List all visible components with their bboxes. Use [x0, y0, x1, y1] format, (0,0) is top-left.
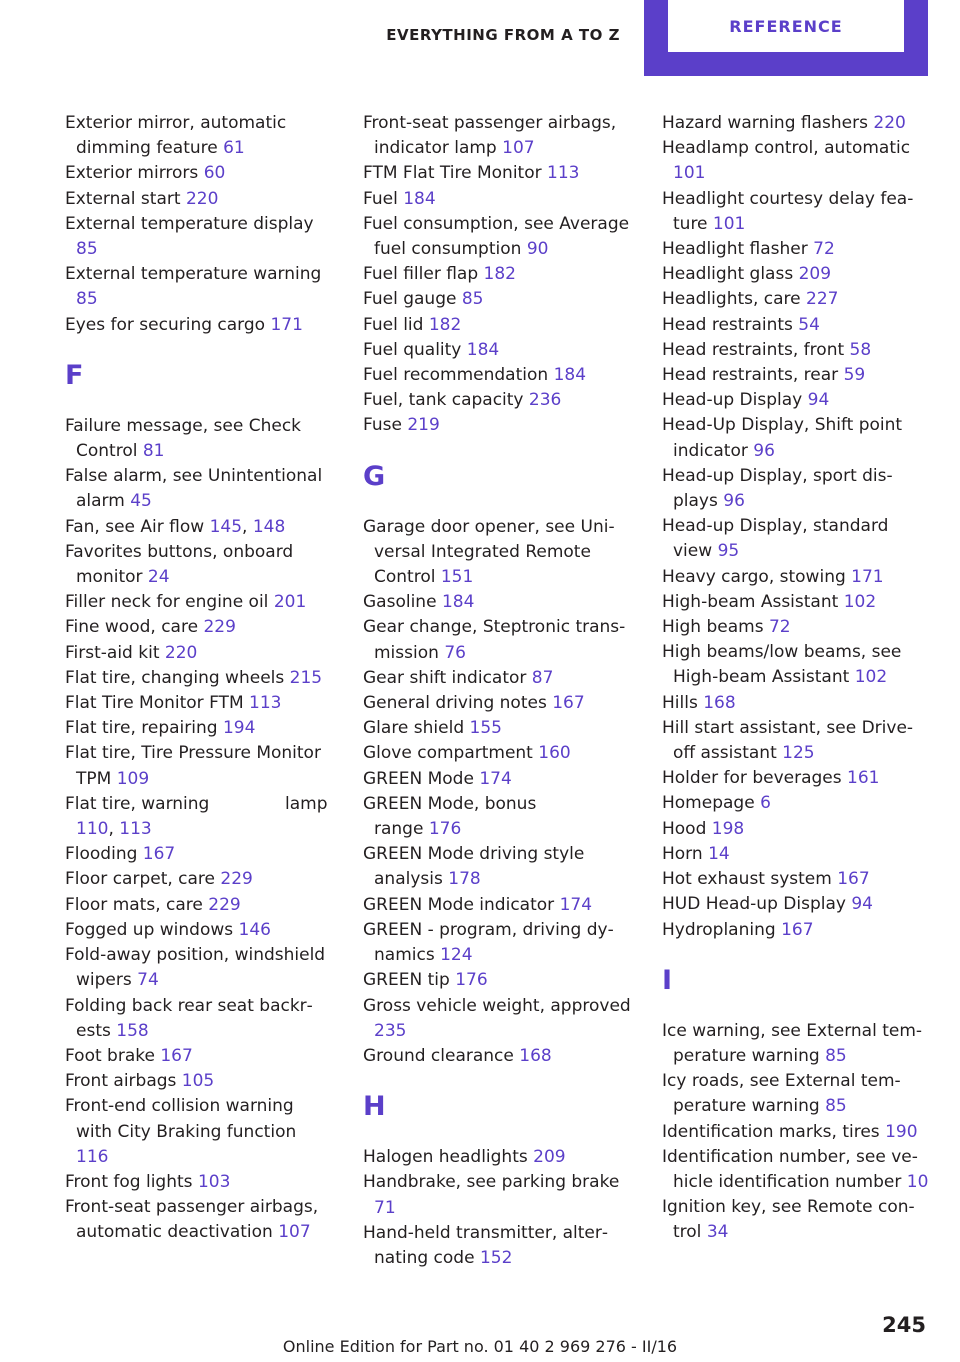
index-entry-term: Favorites buttons, onboard monitor: [65, 541, 294, 588]
index-entry-term: Flooding: [65, 844, 138, 865]
index-entry-term: Icy roads, see External temperature warning: [662, 1071, 901, 1117]
page-link[interactable]: 155: [469, 718, 502, 739]
page-link[interactable]: 198: [711, 818, 745, 839]
index-entry: [363, 363, 631, 388]
index-entry: [65, 842, 333, 867]
index-entry: [662, 766, 930, 791]
page-link[interactable]: 209: [533, 1147, 566, 1168]
index-entry: [662, 237, 930, 262]
page-link[interactable]: 194: [222, 718, 256, 739]
page-link[interactable]: 167: [781, 919, 814, 940]
index-entry: [65, 212, 333, 262]
index-entry: [65, 994, 333, 1044]
index-entry-term: GREEN Mode, bonus range: [363, 793, 602, 840]
index-entry-term: GREEN tip: [363, 970, 450, 991]
page-link[interactable]: 235: [374, 1020, 407, 1041]
index-letter-heading: I: [662, 964, 673, 996]
index-entry: [662, 1120, 930, 1145]
page-link[interactable]: 81: [142, 441, 165, 462]
index-entry-term: High-beam Assistant: [662, 591, 839, 612]
page-link[interactable]: 125: [782, 743, 815, 764]
index-entry: [662, 716, 930, 766]
index-entry-term: GREEN Mode driving style analysis: [363, 844, 585, 890]
index-entry-term: Hydroplaning: [662, 919, 776, 940]
index-entry: [65, 111, 333, 161]
index-entry-term: Floor carpet, care: [65, 869, 216, 890]
page-link[interactable]: 219: [407, 415, 440, 436]
page-link[interactable]: 96: [753, 440, 775, 461]
index-entry: [65, 943, 333, 993]
page-link[interactable]: 176: [428, 819, 462, 840]
index-entry-term: Fuel quality: [363, 339, 462, 360]
page-link[interactable]: 184: [403, 188, 436, 209]
index-entry: [363, 767, 631, 792]
page-link[interactable]: 14: [708, 843, 730, 864]
index-entry: [363, 666, 631, 691]
page-link[interactable]: 58: [849, 339, 872, 360]
index-entry-term: Flat tire, Tire Pressure Monitor TPM: [65, 743, 321, 789]
index-entry-term: FTM Flat Tire Monitor: [363, 163, 542, 184]
index-entry: [662, 615, 930, 640]
index-entry: [363, 994, 631, 1044]
page-link[interactable]: 145: [209, 516, 243, 537]
page-link[interactable]: 102: [843, 591, 877, 612]
page-link[interactable]: 6: [760, 793, 771, 814]
index-entry: [662, 413, 930, 463]
page-link[interactable]: 101: [673, 163, 706, 184]
index-entry-term: GREEN Mode: [363, 768, 474, 789]
index-entry: [662, 565, 930, 590]
page-link[interactable]: 24: [147, 567, 170, 588]
index-entry: [65, 615, 333, 640]
index-entry-term: Front fog lights: [65, 1171, 193, 1192]
page-link[interactable]: 90: [526, 239, 549, 260]
index-entry-term: Front-seat passenger airbags, indicator lamp: [363, 113, 617, 159]
index-entry-term: Front-seat passenger airbags, automatic deactivation: [65, 1197, 319, 1243]
page-link[interactable]: 182: [483, 264, 516, 285]
index-entry-term: Heavy cargo, stowing: [662, 566, 846, 587]
page-link[interactable]: 85: [825, 1096, 847, 1117]
page-link[interactable]: 220: [185, 188, 219, 209]
index-column-3: [662, 111, 930, 1246]
index-entry-term: Halogen headlights: [363, 1147, 528, 1168]
index-entry: [65, 893, 333, 918]
page-link[interactable]: 45: [130, 491, 152, 512]
index-entry: [363, 615, 631, 665]
page-link[interactable]: 85: [76, 289, 98, 310]
page-link[interactable]: 72: [768, 617, 791, 638]
page-link[interactable]: 168: [519, 1045, 552, 1066]
index-entry-term: Flat tire, changing wheels: [65, 667, 285, 688]
index-entry: [662, 313, 930, 338]
page-link[interactable]: 61: [223, 138, 245, 159]
page-link[interactable]: 146: [238, 919, 271, 940]
index-entry-term: Fine wood, care: [65, 617, 199, 638]
index-entry-term: Flat Tire Monitor FTM: [65, 693, 244, 714]
page-link[interactable]: 174: [479, 768, 512, 789]
index-entry-term: Hills: [662, 692, 698, 713]
index-entry-term: Fan, see Air flow: [65, 516, 205, 537]
index-entry-term: Headlight glass: [662, 264, 794, 285]
index-entry-term: External start: [65, 188, 181, 209]
index-entry: [662, 1069, 930, 1119]
page-link[interactable]: 201: [273, 592, 307, 613]
index-column-1: [65, 111, 333, 1246]
index-entry-term: Floor mats, care: [65, 894, 203, 915]
index-entry-term: Ice warning, see External temperature warning: [662, 1020, 923, 1066]
page-link[interactable]: 124: [440, 945, 473, 966]
page-link[interactable]: 167: [142, 844, 176, 865]
page-link[interactable]: 113: [119, 819, 152, 840]
page-link[interactable]: 171: [270, 314, 303, 335]
index-entry: [662, 691, 930, 716]
index-entry: [65, 741, 333, 791]
index-entry-term: Flat tire, warning lamp: [65, 793, 328, 814]
index-entry-term: Identification number, see vehicle identification number: [662, 1146, 918, 1192]
index-entry: [363, 287, 631, 312]
index-entry: [65, 187, 333, 212]
index-entry-term: Horn: [662, 843, 703, 864]
index-entry-term: Gear shift indicator: [363, 667, 527, 688]
index-entry-term: Eyes for securing cargo: [65, 314, 266, 335]
index-entry: [662, 136, 930, 186]
index-entry: [65, 313, 333, 338]
index-entry: [65, 1094, 333, 1170]
index-entry: [662, 514, 930, 564]
page-link[interactable]: 107: [278, 1222, 311, 1243]
index-letter-heading: F: [65, 359, 84, 391]
index-entry: [65, 590, 333, 615]
index-entry: [662, 338, 930, 363]
page-link[interactable]: 107: [502, 138, 535, 159]
page-link[interactable]: 220: [873, 113, 906, 133]
index-entry-term: Headlight courtesy delay feature: [662, 188, 914, 234]
index-entry: [65, 1170, 333, 1195]
index-entry: [662, 388, 930, 413]
index-entry: [662, 1195, 930, 1245]
page-link[interactable]: 171: [851, 566, 884, 587]
page-number: 245: [882, 1313, 926, 1337]
index-entry-term: Front-end collision warning with City Braking function: [65, 1096, 297, 1142]
page-link[interactable]: 184: [466, 339, 500, 360]
index-entry-term: Headlights, care: [662, 289, 801, 310]
page-link[interactable]: 85: [461, 289, 484, 310]
index-entry: [65, 641, 333, 666]
index-entry: [662, 892, 930, 917]
index-entry: [65, 716, 333, 741]
index-entry: [363, 691, 631, 716]
index-entry-term: Filler neck for engine oil: [65, 592, 269, 613]
index-entry-term: Hood: [662, 818, 707, 839]
index-entry: [662, 842, 930, 867]
index-entry: [363, 313, 631, 338]
index-entry-term: Fold-away position, windshield wipers: [65, 945, 326, 991]
page-link[interactable]: 105: [181, 1071, 215, 1092]
index-entry: [662, 262, 930, 287]
page-link[interactable]: 229: [203, 617, 236, 638]
index-entry: [662, 1145, 930, 1195]
index-entry: [65, 464, 333, 514]
reference-tab-label: REFERENCE: [729, 16, 843, 36]
page-link[interactable]: 54: [798, 314, 820, 335]
index-entry: [65, 161, 333, 186]
index-entry: [363, 187, 631, 212]
page-link[interactable]: 167: [837, 869, 870, 890]
index-entry: [363, 716, 631, 741]
page-link[interactable]: 168: [703, 692, 736, 713]
index-entry: [363, 792, 631, 842]
page-link[interactable]: 182: [428, 314, 462, 335]
page-link[interactable]: 229: [208, 894, 241, 915]
index-entry-term: Fuel lid: [363, 314, 424, 335]
index-entry: [363, 918, 631, 968]
page-link[interactable]: 227: [806, 289, 839, 310]
page-link[interactable]: 71: [374, 1197, 396, 1218]
page-link[interactable]: 103: [197, 1171, 231, 1192]
page-link[interactable]: 190: [885, 1121, 918, 1142]
index-entry-term: Identification marks, tires: [662, 1121, 880, 1142]
page-link[interactable]: 10: [906, 1171, 929, 1192]
page-link[interactable]: 96: [723, 491, 745, 512]
page-link[interactable]: 34: [706, 1222, 729, 1243]
footer-edition: Online Edition for Part no. 01 40 2 969 276 - II/16: [282, 1337, 678, 1356]
index-entry-term: HUD Head-up Display: [662, 894, 846, 915]
page-link[interactable]: 174: [559, 894, 593, 915]
index-entry-term: Headlight flasher: [662, 239, 808, 260]
index-entry-term: First-aid kit: [65, 642, 160, 663]
index-entry-term: Front airbags: [65, 1071, 177, 1092]
index-entry: [65, 540, 333, 590]
index-entry: [662, 791, 930, 816]
page-link[interactable]: 176: [455, 970, 488, 991]
index-entry: [662, 111, 930, 136]
page-link[interactable]: 167: [160, 1045, 193, 1066]
index-entry: [363, 1221, 631, 1271]
index-entry-term: Failure message, see Check Control: [65, 415, 302, 462]
index-entry: [363, 212, 631, 262]
index-entry-term: Head restraints, rear: [662, 365, 839, 386]
index-entry: [65, 918, 333, 943]
index-entry: [65, 867, 333, 892]
page-link[interactable]: 158: [116, 1020, 149, 1041]
index-entry-term: General driving notes: [363, 693, 547, 714]
page-link[interactable]: 94: [807, 390, 830, 411]
page-link[interactable]: 184: [553, 365, 587, 386]
index-entry: [363, 1170, 631, 1220]
page-link[interactable]: 59: [843, 365, 866, 386]
index-entry: [65, 666, 333, 691]
page-link[interactable]: 74: [137, 970, 159, 991]
index-entry-term: Head-up Display: [662, 390, 803, 411]
reference-tab[interactable]: [644, 0, 928, 76]
index-entry: [662, 590, 930, 615]
page-link[interactable]: 85: [825, 1045, 847, 1066]
page-link[interactable]: 209: [798, 264, 832, 285]
index-entry: [363, 111, 631, 161]
index-entry-term: Gross vehicle weight, approved: [363, 995, 631, 1016]
index-entry: Fan, see Air flow 145, 148: [65, 516, 286, 537]
index-entry: [662, 817, 930, 842]
index-entry-term: Head-up Display, standard view: [662, 516, 889, 562]
index-entry-term: Fogged up windows: [65, 919, 234, 940]
index-entry-term: External temperature warning: [65, 264, 322, 285]
index-entry: [662, 640, 930, 690]
page-link[interactable]: 60: [203, 163, 226, 184]
index-entry: [363, 413, 631, 438]
page-link[interactable]: 184: [441, 592, 475, 613]
index-letter-heading: H: [363, 1091, 386, 1123]
index-entry-term: Handbrake, see parking brake: [363, 1172, 620, 1193]
index-entry: [363, 842, 631, 892]
index-entry-term: False alarm, see Unintentional alarm: [65, 466, 323, 512]
index-entry: [662, 1019, 930, 1069]
index-entry: [65, 1069, 333, 1094]
index-entry-term: Glove compartment: [363, 743, 533, 764]
page-link[interactable]: 109: [116, 768, 150, 789]
index-entry-term: Fuel filler flap: [363, 264, 479, 285]
index-entry-term: Gear change, Steptronic transmission: [363, 617, 626, 663]
index-entry-term: Hot exhaust system: [662, 869, 832, 890]
page-link[interactable]: 102: [854, 667, 888, 688]
page-link[interactable]: 110: [76, 819, 109, 840]
index-entry: [662, 867, 930, 892]
index-entry-term: Headlamp control, automatic: [662, 138, 911, 159]
index-entry-term: Glare shield: [363, 718, 465, 739]
index-entry: [363, 1145, 631, 1170]
page-link[interactable]: 113: [547, 163, 580, 184]
index-entry-term: Holder for beverages: [662, 768, 842, 789]
index-entry-term: Exterior mirrors: [65, 163, 199, 184]
index-entry: [363, 741, 631, 766]
index-entry: [65, 691, 333, 716]
page-link[interactable]: 229: [220, 869, 253, 890]
index-entry: [65, 262, 333, 312]
index-entry-term: External temperature display: [65, 213, 314, 234]
index-entry-term: Folding back rear seat backrests: [65, 995, 313, 1041]
page-link[interactable]: 152: [479, 1247, 513, 1268]
index-entry: [363, 515, 631, 591]
index-entry: [662, 918, 930, 943]
page-link[interactable]: 178: [448, 869, 481, 890]
index-entry-term: Homepage: [662, 793, 755, 814]
index-entry-term: Flat tire, repairing: [65, 718, 218, 739]
index-entry-term: Head-up Display, sport displays: [662, 465, 893, 512]
index-entry: Flat tire, warning lamp 110, 113: [65, 793, 328, 840]
page-link[interactable]: 113: [249, 693, 282, 714]
page-link[interactable]: 72: [813, 239, 835, 260]
index-entry: [363, 338, 631, 363]
page-link[interactable]: 87: [531, 667, 554, 688]
page-link[interactable]: 236: [528, 390, 562, 411]
index-entry-term: Head restraints, front: [662, 339, 845, 360]
index-column-2: [363, 111, 631, 1271]
index-entry-term: High beams: [662, 617, 764, 638]
index-entry: [363, 388, 631, 413]
page-link[interactable]: 167: [552, 693, 585, 714]
page-link[interactable]: 151: [440, 567, 474, 588]
page-link[interactable]: 116: [76, 1146, 109, 1167]
index-entry: [363, 893, 631, 918]
index-entry-term: GREEN - program, driving dynamics: [363, 919, 614, 966]
index-entry: [662, 287, 930, 312]
index-entry-term: Fuel, tank capacity: [363, 390, 524, 411]
index-entry-term: Hand-held transmitter, alternating code: [363, 1222, 609, 1268]
index-entry: [662, 187, 930, 237]
index-entry-term: Hazard warning flashers: [662, 113, 868, 133]
index-entry: [65, 1044, 333, 1069]
index-entry-term: Fuse: [363, 415, 402, 436]
index-entry-term: Fuel recommendation: [363, 365, 549, 386]
page-link[interactable]: 76: [444, 642, 466, 663]
index-entry: [363, 161, 631, 186]
page-link[interactable]: 215: [289, 667, 323, 688]
page-link[interactable]: 101: [712, 213, 746, 234]
page-link[interactable]: 220: [164, 642, 198, 663]
index-entry-term: GREEN Mode indicator: [363, 894, 555, 915]
index-entry-term: Fuel: [363, 188, 398, 209]
page-link[interactable]: 148: [252, 516, 286, 537]
index-entry-term: Gasoline: [363, 592, 437, 613]
index-entry: [65, 414, 333, 464]
index-entry-term: Garage door opener, see Universal Integrated Remote Control: [363, 516, 615, 588]
index-entry-term: High beams/low beams, see High-beam Assistant: [662, 642, 902, 688]
page-link[interactable]: 85: [76, 239, 98, 260]
index-entry-term: Head-Up Display, Shift point indicator: [662, 415, 903, 461]
page-link[interactable]: 161: [847, 768, 880, 789]
index-entry: [662, 363, 930, 388]
index-entry-term: Exterior mirror, automatic dimming feature: [65, 113, 287, 159]
index-entry: [65, 1195, 333, 1245]
reference-tab-inner: [668, 0, 904, 52]
index-entry: [662, 464, 930, 514]
index-entry-term: Fuel gauge: [363, 289, 457, 310]
index-entry-term: Foot brake: [65, 1045, 155, 1066]
index-entry: [363, 590, 631, 615]
index-letter-heading: G: [363, 460, 386, 492]
index-entry: [363, 262, 631, 287]
index-entry-term: Ignition key, see Remote control: [662, 1197, 915, 1243]
index-entry: [363, 1044, 631, 1069]
index-entry-term: Head restraints: [662, 314, 793, 335]
index-entry-term: Ground clearance: [363, 1045, 514, 1066]
section-title: EVERYTHING FROM A TO Z: [386, 26, 620, 44]
page-link[interactable]: 160: [538, 743, 571, 764]
index-entry-term: Hill start assistant, see Drive-off assistant: [662, 717, 914, 764]
page-link[interactable]: 95: [717, 541, 740, 562]
index-entry: [363, 968, 631, 993]
page-link[interactable]: 94: [851, 894, 873, 915]
index-entry-term: Fuel consumption, see Average fuel consumption: [363, 213, 630, 260]
